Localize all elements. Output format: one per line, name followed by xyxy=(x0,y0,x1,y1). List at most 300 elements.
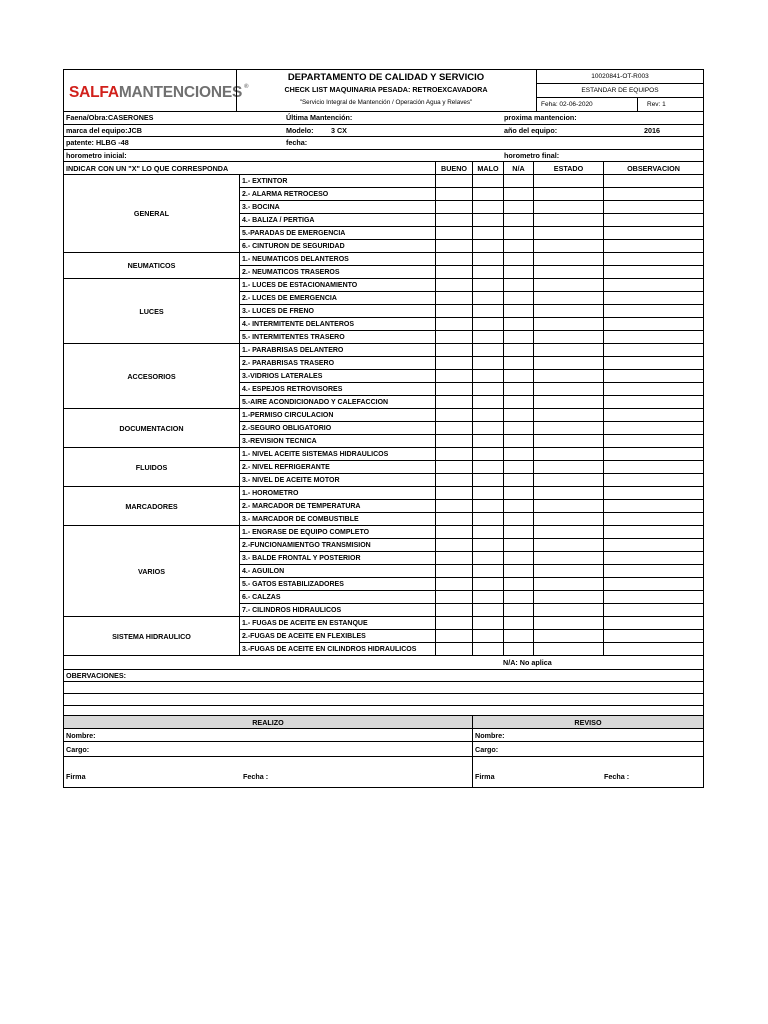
observacion-cell[interactable] xyxy=(603,240,703,253)
checklist-item-row xyxy=(239,500,703,513)
reviso-nombre-field[interactable]: Nombre: xyxy=(472,729,703,741)
malo-cell[interactable] xyxy=(472,487,503,499)
bueno-cell[interactable] xyxy=(435,630,472,642)
bueno-cell[interactable] xyxy=(435,331,472,344)
checklist-item-label: 6.- CALZAS xyxy=(239,591,435,603)
observacion-cell[interactable] xyxy=(603,487,703,499)
observaciones-label: OBERVACIONES: xyxy=(66,671,127,680)
malo-cell[interactable] xyxy=(472,448,503,460)
checklist-item-label: 6.- CINTURON DE SEGURIDAD xyxy=(239,240,435,253)
bueno-cell[interactable] xyxy=(435,240,472,253)
realizo-header: REALIZO xyxy=(252,718,284,727)
bueno-cell[interactable] xyxy=(435,643,472,656)
estado-cell[interactable] xyxy=(533,604,603,617)
checklist-item-row xyxy=(239,279,703,292)
observaciones-row xyxy=(64,670,703,682)
cargo-row xyxy=(64,742,703,757)
estado-cell[interactable] xyxy=(533,292,603,304)
bueno-cell[interactable] xyxy=(435,578,472,590)
observacion-cell[interactable] xyxy=(603,318,703,330)
bueno-cell[interactable] xyxy=(435,474,472,487)
na-cell[interactable] xyxy=(503,552,533,564)
checklist-group xyxy=(64,279,703,344)
checklist-item-label: 4.- AGUILON xyxy=(239,565,435,577)
horometro-final-field[interactable]: horometro final: xyxy=(504,150,560,160)
estado-cell[interactable] xyxy=(533,617,603,629)
estado-cell[interactable] xyxy=(533,305,603,317)
na-cell[interactable] xyxy=(503,292,533,304)
malo-cell[interactable] xyxy=(472,227,503,239)
observacion-cell[interactable] xyxy=(603,396,703,409)
group-name: MARCADORES xyxy=(125,501,178,511)
group-name: SISTEMA HIDRAULICO xyxy=(112,631,191,641)
observacion-cell[interactable] xyxy=(603,383,703,395)
observacion-cell[interactable] xyxy=(603,474,703,487)
malo-cell[interactable] xyxy=(472,292,503,304)
checklist-item-row xyxy=(239,357,703,370)
checklist-group xyxy=(64,526,703,617)
checklist-item-label: 5.- GATOS ESTABILIZADORES xyxy=(239,578,435,590)
observacion-cell[interactable] xyxy=(603,253,703,265)
na-cell[interactable] xyxy=(503,630,533,642)
observacion-cell[interactable] xyxy=(603,227,703,239)
na-cell[interactable] xyxy=(503,227,533,239)
observacion-cell[interactable] xyxy=(603,630,703,642)
na-cell[interactable] xyxy=(503,513,533,526)
estado-cell[interactable] xyxy=(533,578,603,590)
checklist-item-label: 1.- HOROMETRO xyxy=(239,487,435,499)
logo-salfa-text: SALFA xyxy=(69,84,119,101)
observacion-cell[interactable] xyxy=(603,500,703,512)
malo-cell[interactable] xyxy=(472,266,503,279)
observacion-cell[interactable] xyxy=(603,305,703,317)
estado-cell[interactable] xyxy=(533,500,603,512)
group-name: ACCESORIOS xyxy=(127,371,176,381)
na-cell[interactable] xyxy=(503,474,533,487)
info-row-patente xyxy=(64,137,703,150)
checklist-item-row xyxy=(239,513,703,526)
observacion-cell[interactable] xyxy=(603,370,703,382)
checklist-item-label: 1.-PERMISO CIRCULACION xyxy=(239,409,435,421)
na-cell[interactable] xyxy=(503,357,533,369)
na-cell[interactable] xyxy=(503,565,533,577)
document-rev: Rev: 1 xyxy=(647,101,666,108)
checklist-item-row xyxy=(239,201,703,214)
checklist-title: CHECK LIST MAQUINARIA PESADA: RETROEXCAVADORA xyxy=(284,85,488,94)
observacion-cell[interactable] xyxy=(603,422,703,434)
estado-cell[interactable] xyxy=(533,383,603,395)
estado-cell[interactable] xyxy=(533,487,603,499)
estado-header: ESTADO xyxy=(533,162,603,174)
observacion-cell[interactable] xyxy=(603,565,703,577)
na-cell[interactable] xyxy=(503,201,533,213)
estado-cell[interactable] xyxy=(533,643,603,656)
checklist-item-row xyxy=(239,253,703,266)
observacion-header: OBSERVACION xyxy=(603,162,703,174)
na-cell[interactable] xyxy=(503,643,533,656)
na-cell[interactable] xyxy=(503,461,533,473)
checklist-item-label: 3.-VIDRIOS LATERALES xyxy=(239,370,435,382)
checklist-item-row xyxy=(239,448,703,461)
malo-cell[interactable] xyxy=(472,370,503,382)
checklist-item-label: 2.-SEGURO OBLIGATORIO xyxy=(239,422,435,434)
na-cell[interactable] xyxy=(503,617,533,629)
checklist-item-label: 2.- PARABRISAS TRASERO xyxy=(239,357,435,369)
estado-cell[interactable] xyxy=(533,396,603,409)
reviso-firma-field[interactable]: Firma xyxy=(472,757,602,787)
observacion-cell[interactable] xyxy=(603,357,703,369)
bueno-cell[interactable] xyxy=(435,409,472,421)
bueno-cell[interactable] xyxy=(435,435,472,448)
checklist-item-row xyxy=(239,175,703,188)
estado-cell[interactable] xyxy=(533,409,603,421)
bueno-cell[interactable] xyxy=(435,500,472,512)
checklist-item-row xyxy=(239,214,703,227)
malo-cell[interactable] xyxy=(472,526,503,538)
observacion-cell[interactable] xyxy=(603,175,703,187)
malo-cell[interactable] xyxy=(472,617,503,629)
checklist-group xyxy=(64,487,703,526)
observacion-cell[interactable] xyxy=(603,279,703,291)
na-cell[interactable] xyxy=(503,305,533,317)
na-cell[interactable] xyxy=(503,266,533,279)
na-cell[interactable] xyxy=(503,604,533,617)
malo-cell[interactable] xyxy=(472,409,503,421)
bueno-header: BUENO xyxy=(435,162,472,174)
document-date: Feha: 02-06-2020 xyxy=(541,101,593,108)
checklist-item-label: 2.- ALARMA RETROCESO xyxy=(239,188,435,200)
checklist-item-label: 4.- INTERMITENTE DELANTEROS xyxy=(239,318,435,330)
checklist-item-row xyxy=(239,539,703,552)
estado-cell[interactable] xyxy=(533,526,603,538)
bueno-cell[interactable] xyxy=(435,513,472,526)
estado-cell[interactable] xyxy=(533,266,603,279)
estado-cell[interactable] xyxy=(533,565,603,577)
observacion-cell[interactable] xyxy=(603,617,703,629)
malo-cell[interactable] xyxy=(472,240,503,253)
observacion-cell[interactable] xyxy=(603,214,703,226)
bueno-cell[interactable] xyxy=(435,461,472,473)
na-cell[interactable] xyxy=(503,539,533,551)
estado-cell[interactable] xyxy=(533,370,603,382)
observacion-cell[interactable] xyxy=(603,188,703,200)
anio-label: año del equipo: xyxy=(504,125,558,135)
checklist-item-label: 1.- FUGAS DE ACEITE EN ESTANQUE xyxy=(239,617,435,629)
checklist-item-label: 1.- ENGRASE DE EQUIPO COMPLETO xyxy=(239,526,435,538)
checklist-group xyxy=(64,253,703,279)
observacion-cell[interactable] xyxy=(603,604,703,617)
checklist-item-label: 3.-REVISION TECNICA xyxy=(239,435,435,448)
bueno-cell[interactable] xyxy=(435,591,472,603)
spacer-row xyxy=(64,706,703,716)
malo-cell[interactable] xyxy=(472,552,503,564)
checklist-group xyxy=(64,344,703,409)
bueno-cell[interactable] xyxy=(435,175,472,187)
department-title: DEPARTAMENTO DE CALIDAD Y SERVICIO xyxy=(287,72,485,83)
checklist-group xyxy=(64,448,703,487)
na-cell[interactable] xyxy=(503,396,533,409)
na-cell[interactable] xyxy=(503,188,533,200)
checklist-item-row xyxy=(239,344,703,357)
bueno-cell[interactable] xyxy=(435,448,472,460)
malo-cell[interactable] xyxy=(472,305,503,317)
marca-field[interactable]: marca del equipo:JCB xyxy=(66,125,142,135)
malo-cell[interactable] xyxy=(472,175,503,187)
document-code-box xyxy=(536,70,703,111)
checklist-item-row xyxy=(239,630,703,643)
estado-cell[interactable] xyxy=(533,227,603,239)
checklist-item-label: 1.- LUCES DE ESTACIONAMIENTO xyxy=(239,279,435,291)
checklist-item-row xyxy=(239,227,703,240)
bueno-cell[interactable] xyxy=(435,227,472,239)
bueno-cell[interactable] xyxy=(435,617,472,629)
na-cell[interactable] xyxy=(503,422,533,434)
checklist-item-row xyxy=(239,526,703,539)
bueno-cell[interactable] xyxy=(435,604,472,617)
na-cell[interactable] xyxy=(503,435,533,448)
checklist-item-label: 3.- BALDE FRONTAL Y POSTERIOR xyxy=(239,552,435,564)
bueno-cell[interactable] xyxy=(435,318,472,330)
observacion-cell[interactable] xyxy=(603,591,703,603)
na-cell[interactable] xyxy=(503,383,533,395)
malo-cell[interactable] xyxy=(472,344,503,356)
malo-cell[interactable] xyxy=(472,214,503,226)
malo-cell[interactable] xyxy=(472,201,503,213)
observacion-cell[interactable] xyxy=(603,435,703,448)
bueno-cell[interactable] xyxy=(435,201,472,213)
observacion-cell[interactable] xyxy=(603,448,703,460)
na-cell[interactable] xyxy=(503,578,533,590)
estado-cell[interactable] xyxy=(533,188,603,200)
bueno-cell[interactable] xyxy=(435,396,472,409)
malo-cell[interactable] xyxy=(472,422,503,434)
bueno-cell[interactable] xyxy=(435,292,472,304)
indicar-header: INDICAR CON UN "X" LO QUE CORRESPONDA xyxy=(66,164,229,173)
malo-cell[interactable] xyxy=(472,253,503,265)
observacion-cell[interactable] xyxy=(603,331,703,344)
bueno-cell[interactable] xyxy=(435,188,472,200)
estado-cell[interactable] xyxy=(533,461,603,473)
checklist-item-row xyxy=(239,552,703,565)
observacion-cell[interactable] xyxy=(603,292,703,304)
checklist-item-row xyxy=(239,461,703,474)
na-cell[interactable] xyxy=(503,214,533,226)
na-cell[interactable] xyxy=(503,500,533,512)
observacion-cell[interactable] xyxy=(603,526,703,538)
na-cell[interactable] xyxy=(503,331,533,344)
group-name: VARIOS xyxy=(137,566,166,576)
checklist-item-label: 1.- PARABRISAS DELANTERO xyxy=(239,344,435,356)
info-row-horometro xyxy=(64,150,703,163)
bueno-cell[interactable] xyxy=(435,539,472,551)
observaciones-line-1[interactable] xyxy=(64,682,703,694)
bueno-cell[interactable] xyxy=(435,214,472,226)
checklist-item-label: 7.- CILINDROS HIDRAULICOS xyxy=(239,604,435,617)
estado-cell[interactable] xyxy=(533,175,603,187)
patente-field[interactable]: patente: HLBG -48 xyxy=(66,138,129,147)
checklist-item-row xyxy=(239,305,703,318)
checklist-group xyxy=(64,617,703,656)
checklist-item-row xyxy=(239,435,703,448)
observacion-cell[interactable] xyxy=(603,344,703,356)
checklist-item-label: 2.-FUNCIONAMIENTGO TRANSMISION xyxy=(239,539,435,551)
estado-cell[interactable] xyxy=(533,344,603,356)
malo-cell[interactable] xyxy=(472,565,503,577)
realizo-firma-field[interactable]: Firma xyxy=(66,772,86,781)
bueno-cell[interactable] xyxy=(435,487,472,499)
estado-cell[interactable] xyxy=(533,552,603,564)
malo-cell[interactable] xyxy=(472,474,503,487)
malo-cell[interactable] xyxy=(472,578,503,590)
company-logo xyxy=(69,84,248,102)
malo-cell[interactable] xyxy=(472,461,503,473)
group-name: DOCUMENTACION xyxy=(119,423,184,433)
checklist-groups xyxy=(64,175,703,656)
group-name: GENERAL xyxy=(133,209,170,218)
malo-cell[interactable] xyxy=(472,331,503,344)
estado-cell[interactable] xyxy=(533,279,603,291)
bueno-cell[interactable] xyxy=(435,526,472,538)
realizo-fecha-field[interactable]: Fecha : xyxy=(243,772,269,781)
checklist-item-row xyxy=(239,370,703,383)
firma-row xyxy=(64,757,703,787)
checklist-item-row xyxy=(239,643,703,656)
malo-cell[interactable] xyxy=(472,279,503,291)
na-cell[interactable] xyxy=(503,370,533,382)
observacion-cell[interactable] xyxy=(603,578,703,590)
checklist-item-row xyxy=(239,266,703,279)
header-divider xyxy=(236,70,237,111)
reviso-fecha-field[interactable]: Fecha : xyxy=(604,772,630,781)
na-cell[interactable] xyxy=(503,344,533,356)
checklist-item-label: 3.- MARCADOR DE COMBUSTIBLE xyxy=(239,513,435,526)
malo-cell[interactable] xyxy=(472,630,503,642)
checklist-item-row xyxy=(239,292,703,305)
group-name: FLUIDOS xyxy=(135,462,168,472)
estado-cell[interactable] xyxy=(533,357,603,369)
estado-cell[interactable] xyxy=(533,201,603,213)
na-cell[interactable] xyxy=(503,175,533,187)
horometro-inicial-field[interactable]: horometro inicial: xyxy=(66,150,127,160)
malo-cell[interactable] xyxy=(472,591,503,603)
observacion-cell[interactable] xyxy=(603,201,703,213)
malo-cell[interactable] xyxy=(472,513,503,526)
anio-value[interactable]: 2016 xyxy=(644,125,660,135)
bueno-cell[interactable] xyxy=(435,383,472,395)
bueno-cell[interactable] xyxy=(435,422,472,434)
observacion-cell[interactable] xyxy=(603,461,703,473)
checklist-item-label: 1.- NEUMATICOS DELANTEROS xyxy=(239,253,435,265)
observacion-cell[interactable] xyxy=(603,552,703,564)
info-row-faena xyxy=(64,112,703,125)
estado-cell[interactable] xyxy=(533,422,603,434)
bueno-cell[interactable] xyxy=(435,370,472,382)
modelo-value[interactable]: 3 CX xyxy=(331,125,347,135)
checklist-item-label: 2.- NIVEL REFRIGERANTE xyxy=(239,461,435,473)
estado-cell[interactable] xyxy=(533,331,603,344)
estado-cell[interactable] xyxy=(533,318,603,330)
estado-cell[interactable] xyxy=(533,448,603,460)
na-cell[interactable] xyxy=(503,318,533,330)
observacion-cell[interactable] xyxy=(603,539,703,551)
modelo-label: Modelo: xyxy=(286,125,314,135)
estado-cell[interactable] xyxy=(533,539,603,551)
na-cell[interactable] xyxy=(503,487,533,499)
na-cell[interactable] xyxy=(503,279,533,291)
observaciones-line-2[interactable] xyxy=(64,694,703,706)
estado-cell[interactable] xyxy=(533,435,603,448)
estado-cell[interactable] xyxy=(533,214,603,226)
malo-cell[interactable] xyxy=(472,643,503,656)
bueno-cell[interactable] xyxy=(435,565,472,577)
estado-cell[interactable] xyxy=(533,253,603,265)
malo-cell[interactable] xyxy=(472,604,503,617)
info-row-marca xyxy=(64,125,703,138)
bueno-cell[interactable] xyxy=(435,279,472,291)
signature-header-row xyxy=(64,716,703,729)
malo-cell[interactable] xyxy=(472,435,503,448)
realizo-cargo-field[interactable]: Cargo: xyxy=(66,745,90,754)
checklist-item-row xyxy=(239,565,703,578)
malo-cell[interactable] xyxy=(472,539,503,551)
bueno-cell[interactable] xyxy=(435,305,472,317)
reviso-cargo-field[interactable]: Cargo: xyxy=(472,742,703,756)
bueno-cell[interactable] xyxy=(435,552,472,564)
estado-cell[interactable] xyxy=(533,240,603,253)
na-cell[interactable] xyxy=(503,591,533,603)
malo-cell[interactable] xyxy=(472,396,503,409)
malo-cell[interactable] xyxy=(472,318,503,330)
document-header xyxy=(64,70,703,112)
observacion-cell[interactable] xyxy=(603,266,703,279)
bueno-cell[interactable] xyxy=(435,266,472,279)
checklist-item-label: 1.- NIVEL ACEITE SISTEMAS HIDRAULICOS xyxy=(239,448,435,460)
malo-cell[interactable] xyxy=(472,500,503,512)
na-cell[interactable] xyxy=(503,526,533,538)
bueno-cell[interactable] xyxy=(435,253,472,265)
estado-cell[interactable] xyxy=(533,591,603,603)
ultima-mantencion-field[interactable]: Última Mantención: xyxy=(286,113,353,122)
na-cell[interactable] xyxy=(503,240,533,253)
realizo-nombre-field[interactable]: Nombre: xyxy=(66,731,96,740)
checklist-item-row xyxy=(239,331,703,344)
malo-cell[interactable] xyxy=(472,383,503,395)
column-header-row xyxy=(64,162,703,175)
observacion-cell[interactable] xyxy=(603,513,703,526)
na-cell[interactable] xyxy=(503,409,533,421)
checklist-item-label: 2.- MARCADOR DE TEMPERATURA xyxy=(239,500,435,512)
checklist-item-label: 3.- NIVEL DE ACEITE MOTOR xyxy=(239,474,435,487)
bueno-cell[interactable] xyxy=(435,357,472,369)
faena-field[interactable]: Faena/Obra:CASERONES xyxy=(66,113,154,122)
estado-cell[interactable] xyxy=(533,513,603,526)
document-code: 10020841-OT-R003 xyxy=(537,70,703,84)
malo-cell[interactable] xyxy=(472,188,503,200)
estado-cell[interactable] xyxy=(533,474,603,487)
malo-cell[interactable] xyxy=(472,357,503,369)
observacion-cell[interactable] xyxy=(603,409,703,421)
na-cell[interactable] xyxy=(503,448,533,460)
checklist-group xyxy=(64,175,703,253)
observacion-cell[interactable] xyxy=(603,643,703,656)
na-cell[interactable] xyxy=(503,253,533,265)
na-note-row xyxy=(64,656,703,670)
proxima-mantencion-field[interactable]: proxima mantencion: xyxy=(504,113,577,122)
checklist-item-label: 3.-FUGAS DE ACEITE EN CILINDROS HIDRAULICOS xyxy=(239,643,435,656)
fecha-field[interactable]: fecha: xyxy=(286,138,308,147)
bueno-cell[interactable] xyxy=(435,344,472,356)
estado-cell[interactable] xyxy=(533,630,603,642)
